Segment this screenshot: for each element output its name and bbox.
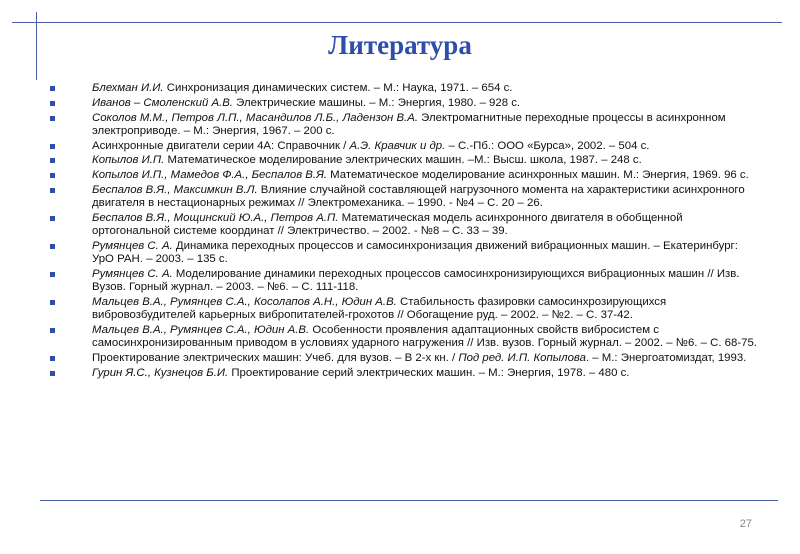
reference-text: Математическая модель асинхронного двигателя в обобщенной ортогональной системе координат // Электричество. – 2002. - №8 – С. 33 – 39. bbox=[92, 211, 683, 238]
bullet-icon bbox=[50, 188, 55, 193]
reference-list bbox=[50, 82, 760, 382]
reference-text: Синхронизация динамических систем. – М.: Наука, 1971. – 654 с. bbox=[163, 82, 513, 94]
reference-item bbox=[50, 112, 760, 138]
reference-item bbox=[50, 97, 760, 110]
bullet-icon bbox=[50, 158, 55, 163]
reference-author: Блехман И.И. bbox=[92, 82, 164, 94]
reference-author: Копылов И.П., Мамедов Ф.А., Беспалов В.Я. bbox=[92, 169, 327, 182]
reference-item bbox=[50, 296, 760, 322]
reference-text: Математическое моделирование электрических машин. –М.: Высш. школа, 1987. – 248 с. bbox=[164, 154, 642, 167]
reference-author: Мальцев В.А., Румянцев С.А., Косолапов А.Н., Юдин А.В. bbox=[92, 295, 397, 308]
reference-item bbox=[50, 154, 760, 167]
reference-prefix: Проектирование электрических машин: Учеб. для вузов. – В 2-х кн. / bbox=[92, 351, 459, 364]
reference-item bbox=[50, 140, 760, 153]
reference-author: Иванов – Смоленский А.В. bbox=[92, 96, 233, 109]
reference-author: А.Э. Кравчик и др. bbox=[349, 139, 446, 152]
reference-text: Стабильность фазировки самосинхрозирующихся вибровозбудителей карьерных вибропитателей-грохотов // Обогащение руд. – 2002. – №2. – С. 37-42. bbox=[92, 295, 667, 322]
bullet-icon bbox=[50, 116, 55, 121]
bullet-icon bbox=[50, 356, 55, 361]
page-number: 27 bbox=[739, 518, 752, 530]
reference-author: Гурин Я.С., Кузнецов Б.И. bbox=[92, 366, 229, 379]
reference-author: Румянцев С. А. bbox=[92, 267, 173, 280]
reference-item bbox=[50, 352, 760, 365]
reference-item bbox=[50, 324, 760, 350]
reference-text: – С.-Пб.: ООО «Бурса», 2002. – 504 с. bbox=[445, 139, 650, 152]
reference-author: Копылов И.П. bbox=[92, 154, 165, 167]
reference-item bbox=[50, 240, 760, 266]
reference-author: Соколов М.М., Петров Л.П., Масандилов Л.Б., Ладензон В.А. bbox=[92, 111, 418, 124]
reference-item bbox=[50, 367, 760, 380]
bullet-icon bbox=[50, 173, 55, 178]
bullet-icon bbox=[50, 144, 55, 149]
reference-item bbox=[50, 212, 760, 238]
bullet-icon bbox=[50, 272, 55, 277]
reference-text: Математическое моделирование асинхронных машин. М.: Энергия, 1969. 96 с. bbox=[327, 169, 749, 182]
bullet-icon bbox=[50, 244, 55, 249]
bullet-icon bbox=[50, 371, 55, 376]
reference-prefix: Асинхронные двигатели серии 4А: Справочник / bbox=[92, 139, 350, 152]
reference-item bbox=[50, 184, 760, 210]
bullet-icon bbox=[50, 300, 55, 305]
bullet-icon bbox=[50, 216, 55, 221]
reference-text: Моделирование динамики переходных процессов самосинхронизирующихся вибрационных машин // Изв. Вузов. Горный журнал. – 2003. – №6. – С. 111-118. bbox=[92, 267, 740, 294]
reference-author: Мальцев В.А., Румянцев С.А., Юдин А.В. bbox=[92, 323, 310, 336]
reference-text: Электрические машины. – М.: Энергия, 1980. – 928 с. bbox=[232, 96, 521, 109]
reference-item bbox=[50, 268, 760, 294]
reference-text: Особенности проявления адаптационных свойств вибросистем с самосинхронизированным приводом в условиях ударного нагружения // Изв. вузов. Горный журнал. – 2002. – №6. – С. 68-75. bbox=[92, 323, 757, 350]
bullet-icon bbox=[50, 101, 55, 106]
bullet-icon bbox=[50, 328, 55, 333]
footer-line bbox=[40, 500, 778, 501]
reference-item bbox=[50, 82, 760, 95]
reference-text: . – М.: Энергоатомиздат, 1993. bbox=[585, 351, 747, 364]
reference-author: Беспалов В.Я., Максимкин В.Л. bbox=[92, 183, 258, 196]
reference-item bbox=[50, 169, 760, 182]
reference-text: Влияние случайной составляющей нагрузочного момента на характеристики асинхронного двигателя в нестационарных режимах // Электромеханика. – 1990. - №4 – С. 20 – 26. bbox=[92, 183, 745, 210]
reference-author: Под ред. И.П. Копылова bbox=[458, 351, 586, 364]
reference-text: Электромагнитные переходные процессы в асинхронном электроприводе. – М.: Энергия, 1967. – 200 с. bbox=[92, 111, 726, 137]
bullet-icon bbox=[50, 86, 55, 91]
reference-text: Проектирование серий электрических машин. – М.: Энергия, 1978. – 480 с. bbox=[228, 366, 630, 379]
slide-title: Литература bbox=[328, 30, 472, 60]
reference-text: Динамика переходных процессов и самосинхронизация движений вибрационных машин. – Екатеринбург: УрО РАН. – 2003. – 135 с. bbox=[92, 239, 738, 266]
reference-author: Румянцев С. А. bbox=[92, 239, 173, 252]
decorative-top-line bbox=[12, 22, 782, 23]
reference-author: Беспалов В.Я., Мощинский Ю.А., Петров А.П. bbox=[92, 211, 339, 224]
